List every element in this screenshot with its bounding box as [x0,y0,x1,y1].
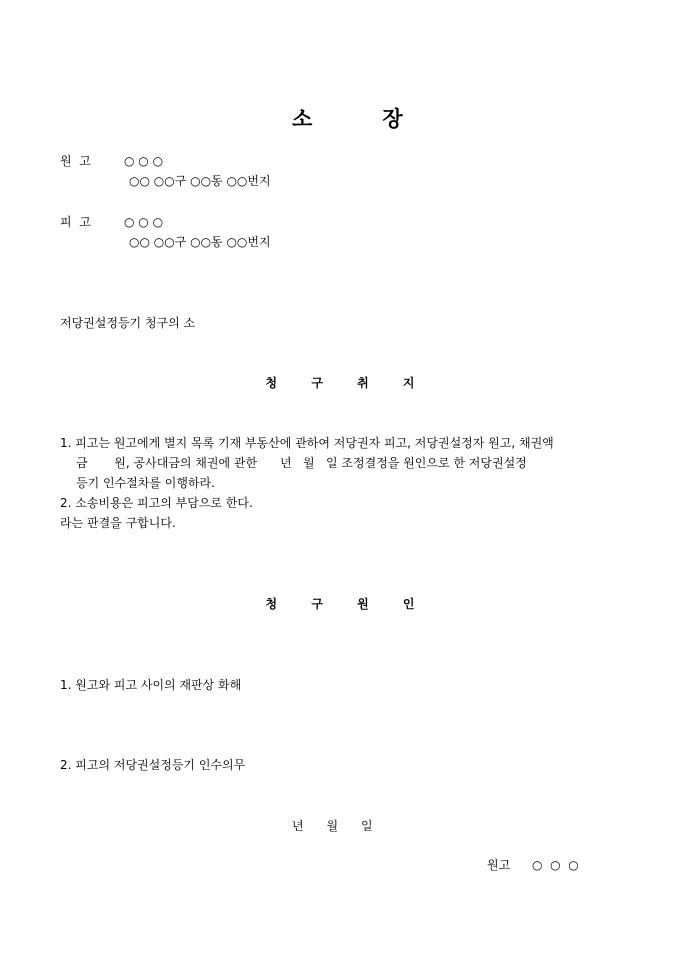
title-char-1: 소 [292,106,313,131]
title-char-2: 장 [382,106,403,131]
purpose-closing: 라는 판결을 구합니다. [60,516,176,530]
cause-item-1: 1. 원고와 피고 사이의 재판상 화해 [60,678,242,692]
signature-label: 원고 [487,858,511,872]
date-line: 년 월 일 [292,819,373,833]
plaintiff-name: ○ ○ ○ [124,154,164,168]
signature-name: ○ ○ ○ [532,858,579,872]
plaintiff-label: 원 고 [60,154,91,168]
defendant-address: ○○ ○○구 ○○동 ○○번지 [129,235,271,249]
purpose-item-1-line-2: 금 원, 공사대금의 채권에 관한 년 월 일 조정결정을 원인으로 한 저당권설정 [76,456,527,470]
cause-heading: 청 구 원 인 [265,597,415,611]
cause-item-2: 2. 피고의 저당권설정등기 인수의무 [60,758,246,772]
document-title [0,78,680,133]
defendant-label: 피 고 [60,215,91,229]
purpose-heading: 청 구 취 지 [265,376,415,390]
purpose-item-1-line-1: 1. 피고는 원고에게 별지 목록 기재 부동산에 관하여 저당권자 피고, 저당권설정자 원고, 채권액 [60,436,554,450]
purpose-item-1-line-3: 등기 인수절차를 이행하라. [76,476,215,490]
case-name: 저당권설정등기 청구의 소 [60,316,196,330]
purpose-item-2: 2. 소송비용은 피고의 부담으로 한다. [60,496,253,510]
plaintiff-address: ○○ ○○구 ○○동 ○○번지 [129,174,271,188]
defendant-name: ○ ○ ○ [124,215,164,229]
